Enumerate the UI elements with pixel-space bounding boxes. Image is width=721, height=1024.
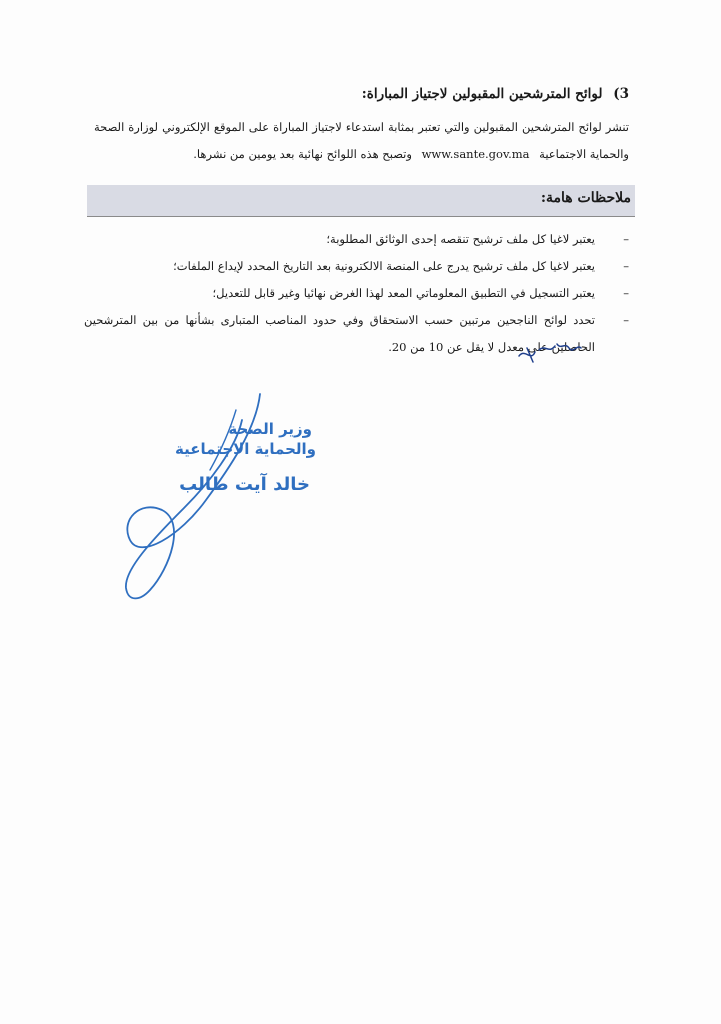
stamp-ministry-name: والحماية الاجتماعية — [175, 440, 316, 458]
section-number: 3) — [613, 86, 629, 102]
note-text: يعتبر لاغيا كل ملف ترشيح تنقصه إحدى الوثائق المطلوبة؛ — [326, 232, 595, 246]
paragraph-text-1: تنشر لوائح المترشحين المقبولين والتي تعتبر بمثابة استدعاء لاجتياز المباراة على الموقع الإلكتروني لوزارة الصحة والحماية الاجتماعية — [94, 120, 629, 161]
signature — [110, 390, 280, 605]
dash-bullet: – — [623, 286, 629, 300]
note-text: تحدد لوائح الناجحين مرتبين حسب الاستحقاق وفي حدود المناصب المتبارى بشأنها من بين المترشحين الحاصلين على معدل لا يقل عن 10 من 20. — [84, 313, 595, 354]
note-text: يعتبر التسجيل في التطبيق المعلوماتي المعد لهذا الغرض نهائيا وغير قابل للتعديل؛ — [212, 286, 595, 300]
note-item — [84, 280, 629, 307]
note-text: يعتبر لاغيا كل ملف ترشيح يدرج على المنصة الالكترونية بعد التاريخ المحدد لإيداع الملفات؛ — [173, 259, 595, 273]
stamp-minister-name: خالد آيت طالب — [179, 474, 310, 495]
note-item — [84, 226, 629, 253]
website-link: www.sante.gov.ma — [421, 147, 530, 161]
notes-title: ملاحظات هامة: — [540, 190, 631, 206]
section-3-paragraph — [94, 114, 629, 168]
dash-bullet: – — [623, 259, 629, 273]
dash-bullet: – — [623, 313, 629, 327]
handwritten-initials — [515, 336, 585, 366]
note-item — [84, 253, 629, 280]
section-title: لوائح المترشحين المقبولين لاجتياز المباراة: — [361, 86, 603, 102]
paragraph-text-2: وتصبح هذه اللوائح نهائية بعد يومين من نشرها. — [193, 147, 412, 161]
dash-bullet: – — [623, 232, 629, 246]
stamp-minister-title: وزير الصحة — [228, 420, 312, 438]
section-3-heading — [362, 86, 629, 102]
